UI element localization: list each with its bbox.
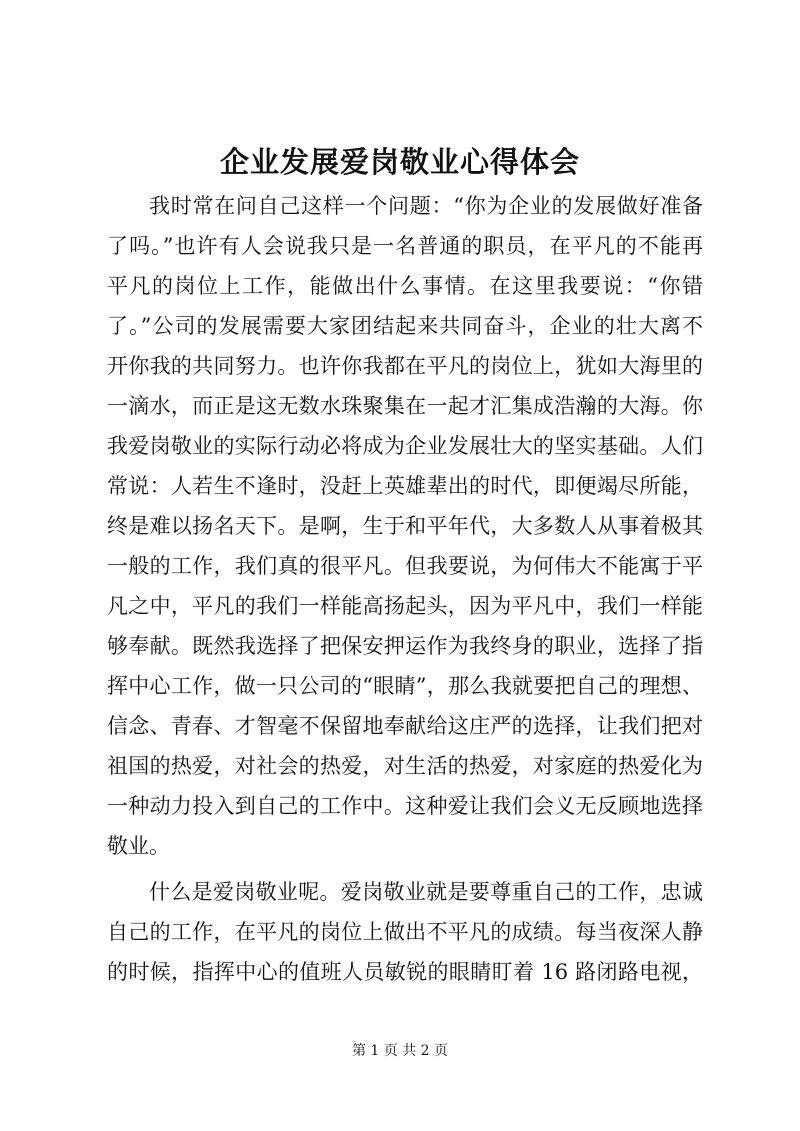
text-line: 我时常在问自己这样一个问题：“你为企业的发展做好准备 <box>149 194 703 218</box>
text-line: 自己的工作，在平凡的岗位上做出不平凡的成绩。每当夜深人静 <box>107 920 703 944</box>
text-line: 了。”公司的发展需要大家团结起来共同奋斗，企业的壮大离不 <box>107 314 703 338</box>
text-line: 凡之中，平凡的我们一样能高扬起头，因为平凡中，我们一样能 <box>107 594 703 618</box>
text-line: 一般的工作，我们真的很平凡。但我要说，为何伟大不能寓于平 <box>107 554 703 578</box>
text-line: 什么是爱岗敬业呢。爱岗敬业就是要尊重自己的工作，忠诚 <box>149 880 703 904</box>
text-line: 我爱岗敬业的实际行动必将成为企业发展壮大的坚实基础。人们 <box>107 434 703 458</box>
text-line: 开你我的共同努力。也许你我都在平凡的岗位上，犹如大海里的 <box>107 354 703 378</box>
text-line: 敬业。 <box>107 834 170 858</box>
text-line: 终是难以扬名天下。是啊，生于和平年代，大多数人从事着极其 <box>107 514 703 538</box>
text-line: 够奉献。既然我选择了把保安押运作为我终身的职业，选择了指 <box>107 634 703 658</box>
text-line: 信念、青春、才智毫不保留地奉献给这庄严的选择，让我们把对 <box>107 714 703 738</box>
document-title: 企业发展爱岗敬业心得体会 <box>219 145 580 179</box>
text-line: 的时候，指挥中心的值班人员敏锐的眼睛盯着 16 路闭路电视， <box>107 960 703 984</box>
text-line: 常说：人若生不逢时，没赶上英雄辈出的时代，即便竭尽所能， <box>107 474 703 498</box>
text-line: 一种动力投入到自己的工作中。这种爱让我们会义无反顾地选择 <box>107 794 703 818</box>
text-line: 祖国的热爱，对社会的热爱，对生活的热爱，对家庭的热爱化为 <box>107 754 703 778</box>
text-line: 平凡的岗位上工作，能做出什么事情。在这里我要说：“你错 <box>107 274 703 298</box>
text-line: 了吗。”也许有人会说我只是一名普通的职员，在平凡的不能再 <box>107 234 703 258</box>
page-number-footer: 第 1 页 共 2 页 <box>351 1043 449 1059</box>
text-line: 一滴水，而正是这无数水珠聚集在一起才汇集成浩瀚的大海。你 <box>107 394 703 418</box>
text-line: 挥中心工作，做一只公司的“眼睛”，那么我就要把自己的理想、 <box>107 674 703 698</box>
